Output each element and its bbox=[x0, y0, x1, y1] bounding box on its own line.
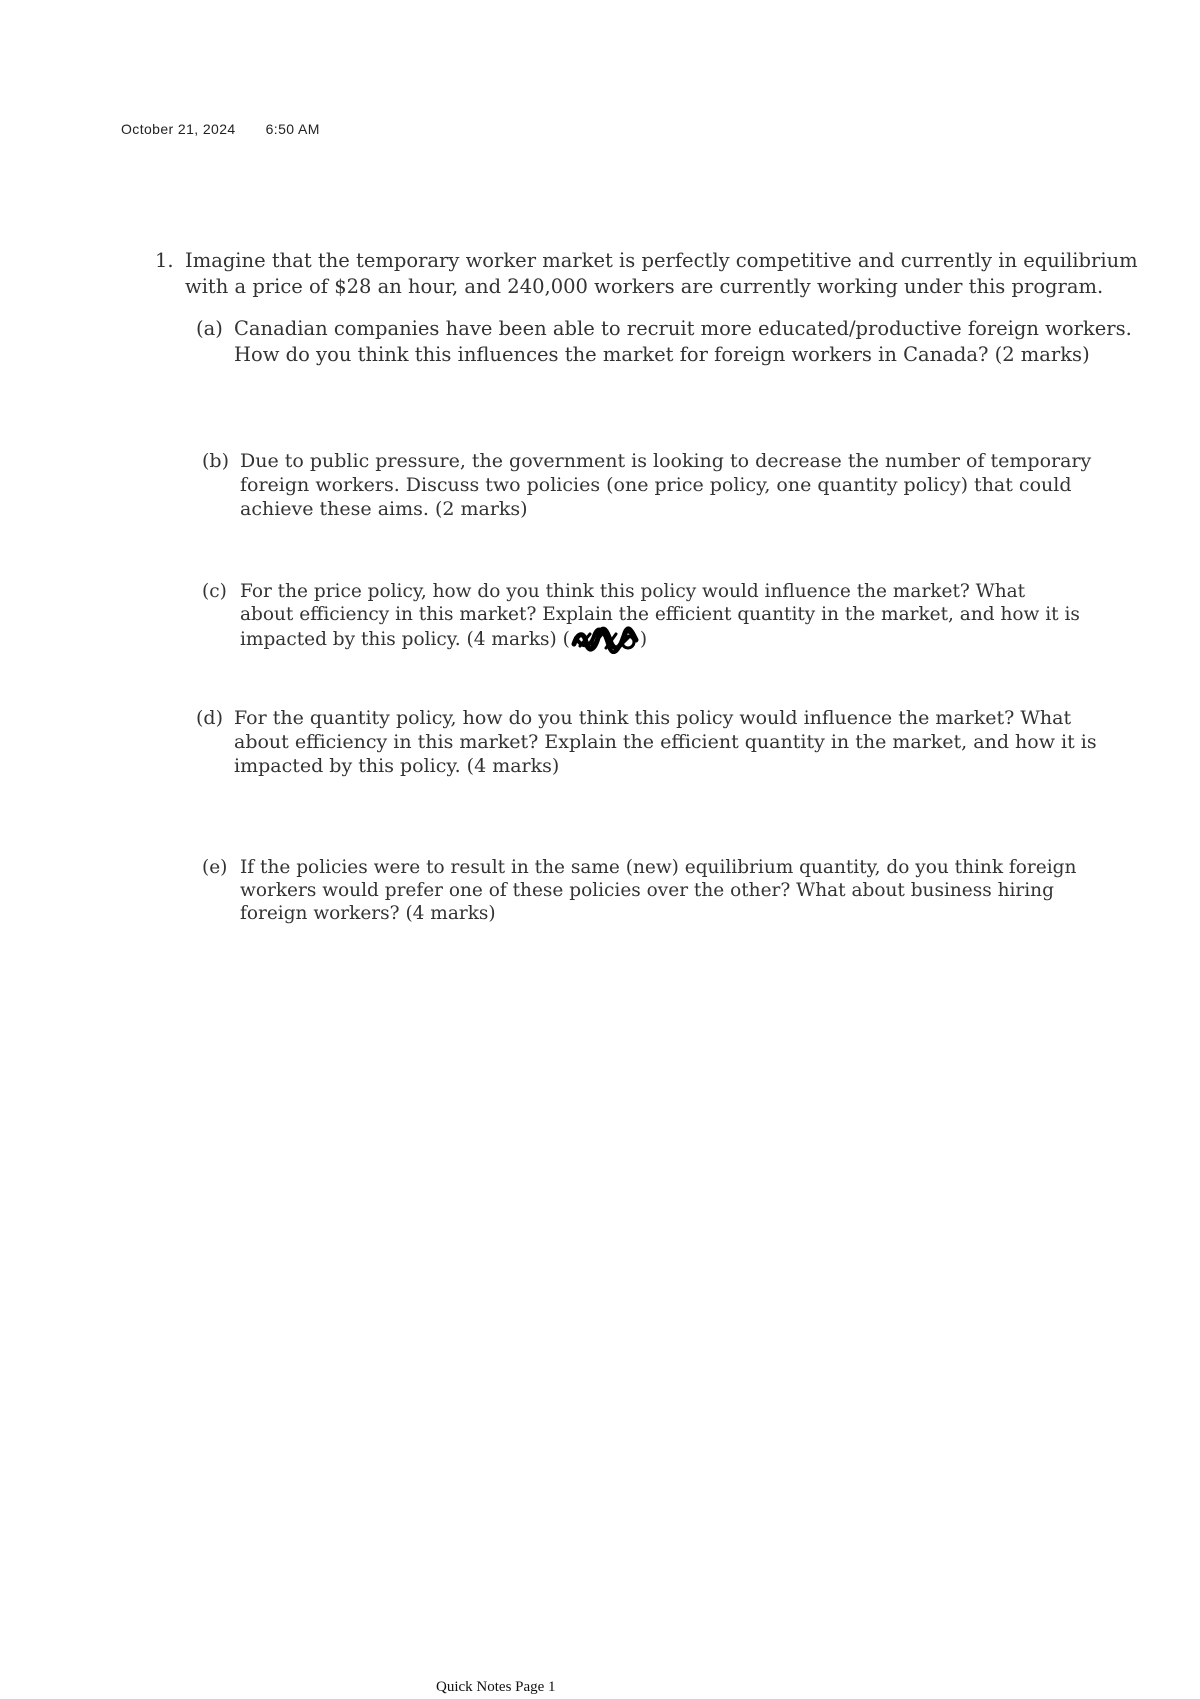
part-label: (b) bbox=[202, 450, 229, 472]
note-time: 6:50 AM bbox=[265, 121, 320, 137]
question-1 bbox=[155, 248, 1165, 300]
scribble-redaction-icon bbox=[570, 626, 640, 654]
part-label: (d) bbox=[196, 707, 223, 729]
question-part-d bbox=[196, 706, 1106, 778]
note-timestamp bbox=[121, 121, 320, 137]
question-text: Imagine that the temporary worker market is perfectly competitive and currently in equilibrium with a price of $28 an hour, and 240,000 workers are currently working under this program. bbox=[185, 249, 1138, 298]
question-part-c bbox=[202, 580, 1082, 654]
part-label: (e) bbox=[202, 857, 228, 878]
part-text-end: ) bbox=[639, 629, 648, 650]
part-text: For the quantity policy, how do you think this policy would influence the market? What about efficiency in this market? Explain the efficient quantity in the market, and how it is impacted by this policy. (4 marks) bbox=[234, 707, 1097, 777]
note-date: October 21, 2024 bbox=[121, 121, 236, 137]
part-label: (a) bbox=[196, 317, 223, 340]
question-part-e bbox=[202, 856, 1092, 925]
part-text: Canadian companies have been able to recruit more educated/productive foreign workers. How do you think this influences the market for foreign workers in Canada? (2 marks) bbox=[234, 317, 1132, 366]
part-label: (c) bbox=[202, 581, 227, 602]
part-text: Due to public pressure, the government is looking to decrease the number of temporary foreign workers. Discuss two policies (one price policy, one quantity policy) that could achieve these aims. (2 marks) bbox=[240, 450, 1092, 520]
question-part-a bbox=[196, 316, 1166, 368]
question-part-b bbox=[202, 449, 1128, 521]
part-text: For the price policy, how do you think this policy would influence the market? What about efficiency in this market? Explain the efficient quantity in the market, and how it is impacted by this policy. (4 marks) ( bbox=[240, 581, 1080, 650]
page-footer: Quick Notes Page 1 bbox=[436, 1679, 556, 1695]
question-number: 1. bbox=[155, 249, 174, 272]
part-text: If the policies were to result in the same (new) equilibrium quantity, do you think foreign workers would prefer one of these policies over the other? What about business hiring foreign workers? (4 marks) bbox=[240, 857, 1077, 924]
part-text-wrapper bbox=[240, 580, 1082, 654]
